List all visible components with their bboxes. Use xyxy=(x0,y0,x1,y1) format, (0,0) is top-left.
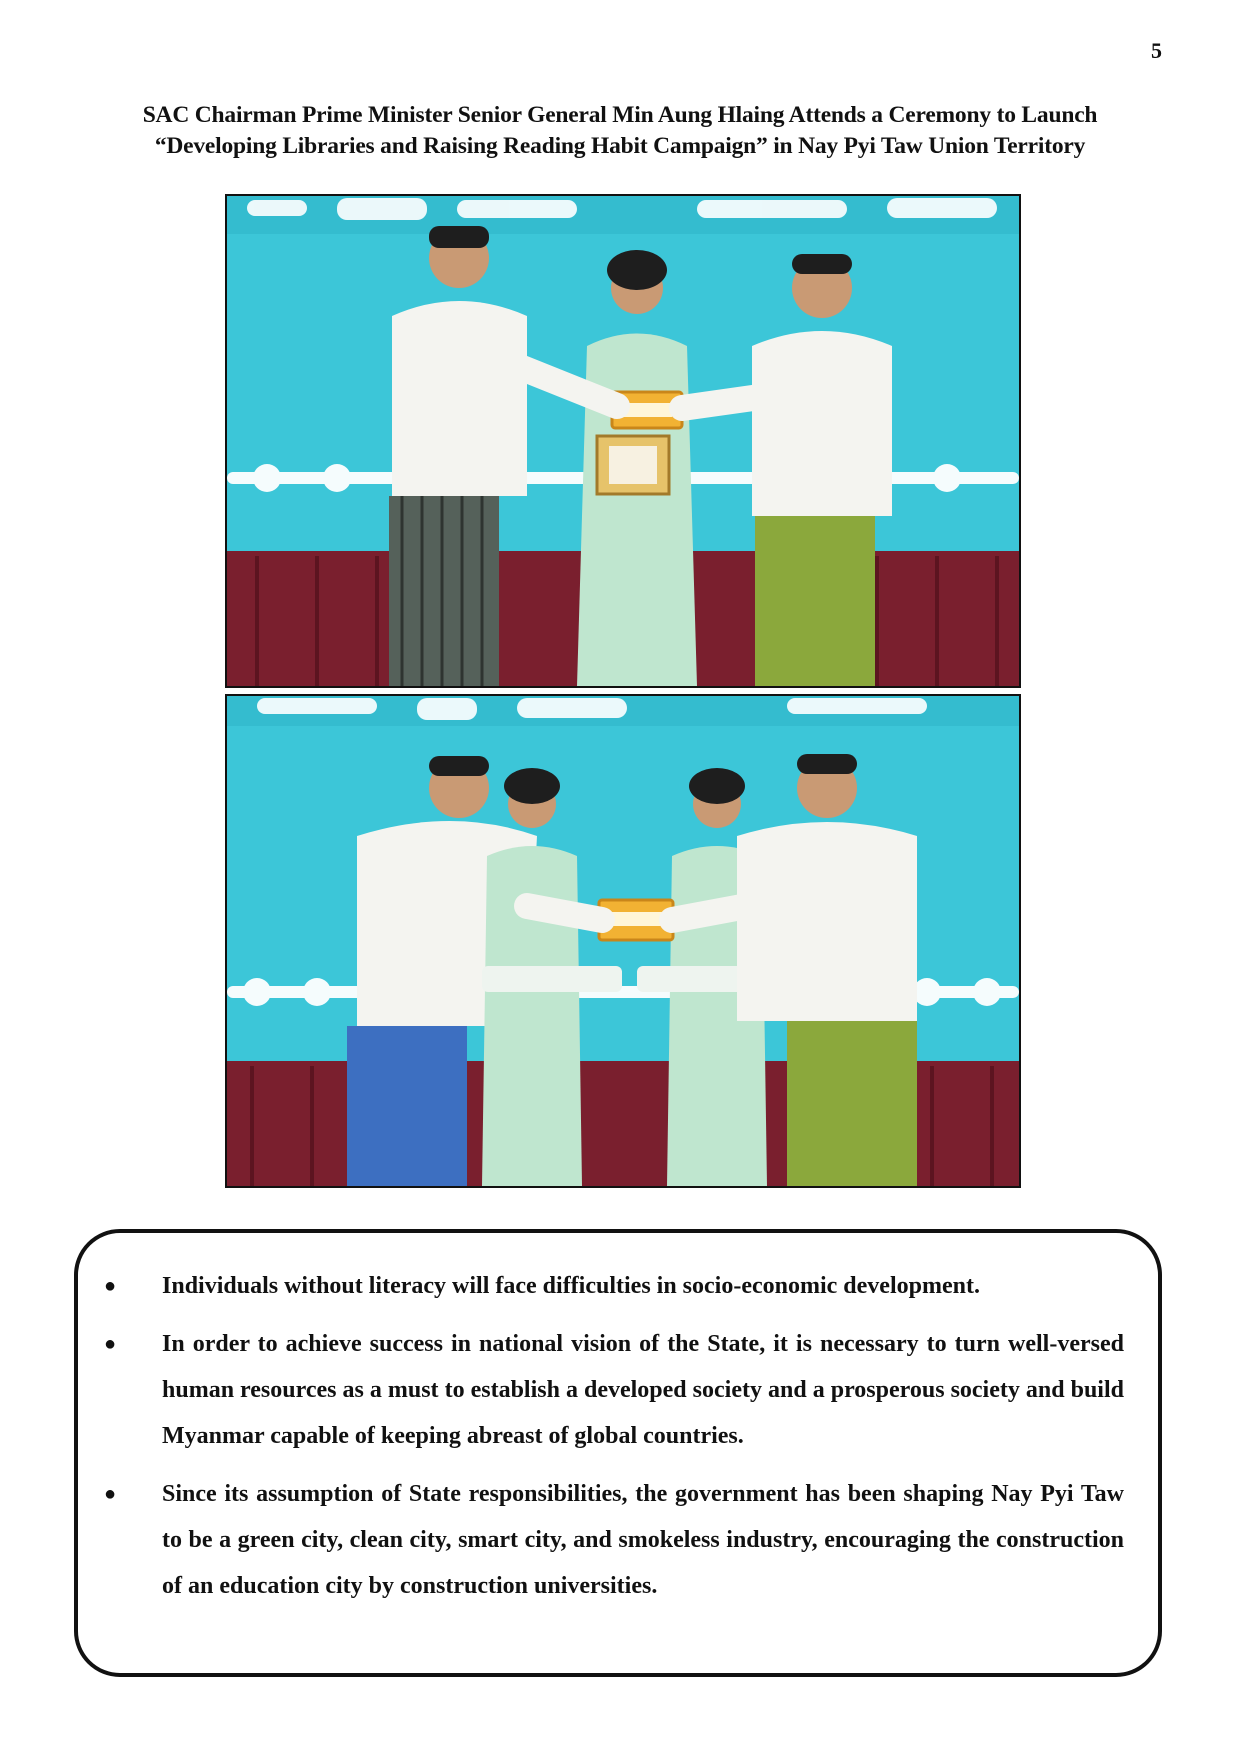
ceremony-photo-2 xyxy=(225,694,1021,1188)
bullet-item xyxy=(102,1263,1124,1309)
ceremony-photo-1 xyxy=(225,194,1021,688)
bullet-text: Since its assumption of State responsibilities, the government has been shaping Nay Pyi Taw to be a green city, clean city, smart city, and smokeless industry, encouraging the construction of an education city by construction universities. xyxy=(162,1481,1124,1599)
bullet-dot-icon: ● xyxy=(104,1333,117,1355)
page-number: 5 xyxy=(1151,38,1162,63)
bullet-dot-icon: ● xyxy=(104,1483,117,1505)
title-line-2: “Developing Libraries and Raising Reading Habit Campaign” in Nay Pyi Taw Union Territory xyxy=(154,133,1086,159)
title-line-1: SAC Chairman Prime Minister Senior General Min Aung Hlaing Attends a Ceremony to Launch xyxy=(142,102,1098,128)
key-points-list xyxy=(102,1263,1124,1621)
bullet-item xyxy=(102,1321,1124,1459)
bullet-dot-icon: ● xyxy=(104,1275,117,1297)
key-points-callout xyxy=(74,1229,1162,1677)
bullet-text: In order to achieve success in national vision of the State, it is necessary to turn well-versed human resources as a must to establish a developed society and a prosperous society and build Myanmar capable of keeping abreast of global countries. xyxy=(162,1331,1124,1449)
bullet-text: Individuals without literacy will face difficulties in socio-economic development. xyxy=(162,1273,980,1299)
page-title xyxy=(60,100,1180,162)
bullet-item xyxy=(102,1471,1124,1609)
